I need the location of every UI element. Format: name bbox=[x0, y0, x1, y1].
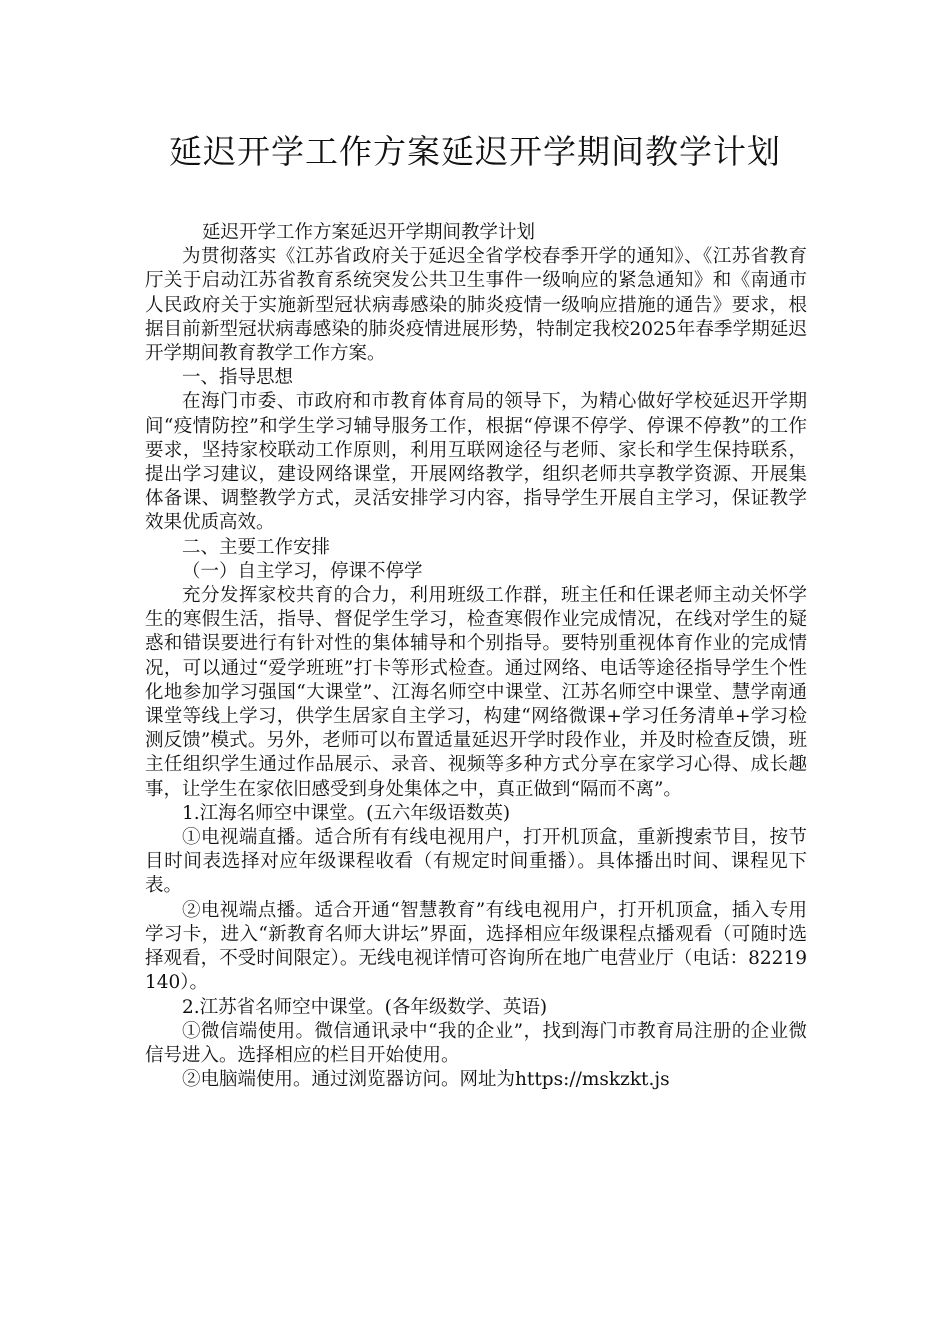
document-body bbox=[145, 221, 807, 1092]
self-study-paragraph: 充分发挥家校共育的合力，利用班级工作群，班主任和任课老师主动关怀学生的寒假生活，指导、督促学生学习，检查寒假作业完成情况，在线对学生的疑惑和错误要进行有针对性的集体辅导和个别指导。要特别重视体育作业的完成情况，可以通过“爱学班班”打卡等形式检查。通过网络、电话等途径指导学生个性化地参加学习强国“大课堂”、江海名师空中课堂、江苏名师空中课堂、慧学南通课堂等线上学习，供学生居家自主学习，构建“网络微课+学习任务清单+学习检测反馈”模式。另外，老师可以布置适量延迟开学时段作业，并及时检查反馈，班主任组织学生通过作品展示、录音、视频等多种方式分享在家学习心得、成长趣事，让学生在家依旧感受到身处集体之中，真正做到“隔而不离”。 bbox=[145, 585, 807, 800]
subsection-heading-self-study: （一）自主学习，停课不停学 bbox=[182, 560, 423, 582]
section-heading-main-work: 二、主要工作安排 bbox=[182, 536, 331, 558]
tv-on-demand-paragraph: ②电视端点播。适合开通“智慧教育”有线电视用户，打开机顶盒，插入专用学习卡，进入“新教育名师大讲坛”界面，选择相应年级课程点播观看（可随时选择观看，不受时间限定）。无线电视详情可咨询所在地广电营业厅（电话：82219140）。 bbox=[145, 899, 807, 994]
guiding-ideology-paragraph: 在海门市委、市政府和市教育体育局的领导下，为精心做好学校延迟开学期间“疫情防控”和学生学习辅导服务工作，根据“停课不停学、停课不停教”的工作要求，坚持家校联动工作原则，利用互联网途径与老师、家长和学生保持联系，提出学习建议，建设网络课堂，开展网络教学，组织老师共享教学资源、开展集体备课、调整教学方式，灵活安排学习内容，指导学生开展自主学习，保证教学效果优质高效。 bbox=[145, 391, 807, 534]
pc-usage-paragraph: ②电脑端使用。通过浏览器访问。网址为https://mskzkt.js bbox=[182, 1069, 670, 1091]
item-heading-jiangsu-classroom: 2.江苏省名师空中课堂。(各年级数学、英语) bbox=[182, 996, 548, 1018]
subtitle-paragraph: 延迟开学工作方案延迟开学期间教学计划 bbox=[202, 222, 536, 243]
intro-paragraph: 为贯彻落实《江苏省政府关于延迟全省学校春季开学的通知》、《江苏省教育厅关于启动江苏省教育系统突发公共卫生事件一级响应的紧急通知》和《南通市人民政府关于实施新型冠状病毒感染的肺炎疫情一级响应措施的通告》要求，根据目前新型冠状病毒感染的肺炎疫情进展形势，特制定我校2025年春季学期延迟开学期间教育教学工作方案。 bbox=[145, 246, 807, 365]
wechat-usage-paragraph: ①微信端使用。微信通讯录中“我的企业”，找到海门市教育局注册的企业微信号进入。选择相应的栏目开始使用。 bbox=[145, 1020, 807, 1066]
tv-live-paragraph: ①电视端直播。适合所有有线电视用户，打开机顶盒，重新搜索节目，按节目时间表选择对应年级课程收看（有规定时间重播）。具体播出时间、课程见下表。 bbox=[145, 827, 807, 897]
section-heading-guiding-ideology: 一、指导思想 bbox=[182, 367, 294, 389]
item-heading-jianghai-classroom: 1.江海名师空中课堂。(五六年级语数英) bbox=[182, 802, 511, 824]
document-title: 延迟开学工作方案延迟开学期间教学计划 bbox=[169, 132, 781, 171]
